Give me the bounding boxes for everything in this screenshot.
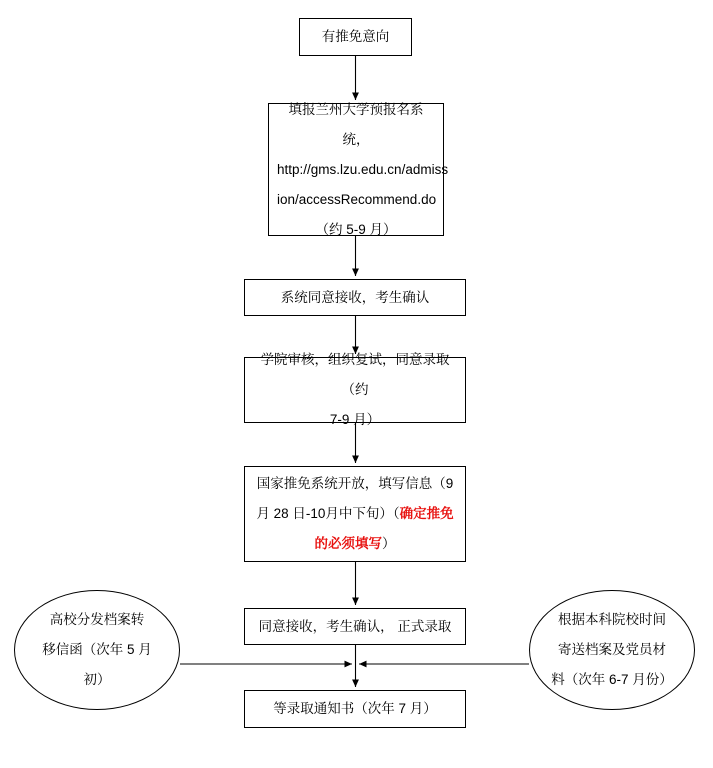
node-national-system-line-3-emphasis: 的必须填写 bbox=[314, 536, 382, 551]
node-apply-line-4: （约 5-9 月） bbox=[315, 221, 397, 237]
node-apply-line-3: ion/accessRecommend.do bbox=[277, 191, 437, 207]
node-college-review-line-1: 学院审核，组织复试，同意录取（约 bbox=[260, 352, 450, 397]
node-national-system-line-3-text: ） bbox=[382, 536, 396, 551]
node-send-archive-line-2: 寄送档案及党员材 bbox=[557, 642, 666, 657]
node-wait-notice-line-1: 等录取通知书（次年 7 月） bbox=[273, 701, 437, 716]
node-archive-transfer bbox=[14, 590, 180, 710]
node-national-system-line-3 bbox=[253, 529, 457, 559]
node-national-system bbox=[244, 466, 466, 562]
node-system-accept-line-1: 系统同意接收，考生确认 bbox=[280, 289, 430, 305]
node-send-archive-line-1: 根据本科院校时间 bbox=[557, 612, 666, 627]
node-send-archive bbox=[529, 590, 695, 710]
node-intent bbox=[299, 18, 412, 56]
node-wait-notice bbox=[244, 690, 466, 728]
node-national-system-line-2 bbox=[253, 499, 457, 529]
node-archive-transfer-line-2: 移信函（次年 5 月 bbox=[42, 642, 152, 657]
node-system-accept bbox=[244, 279, 466, 316]
node-apply-line-2: http://gms.lzu.edu.cn/admiss bbox=[277, 161, 449, 177]
node-formal-admit-line-1: 同意接收，考生确认， 正式录取 bbox=[258, 618, 452, 634]
node-intent-line-1: 有推免意向 bbox=[321, 29, 390, 44]
node-national-system-line-2-text: 月 28 日-10月中下旬）（ bbox=[256, 506, 400, 521]
node-national-system-line-1: 国家推免系统开放，填写信息（9 bbox=[256, 476, 454, 491]
node-send-archive-line-3: 料（次年 6-7 月份） bbox=[551, 672, 673, 687]
node-archive-transfer-line-1: 高校分发档案转 bbox=[49, 612, 145, 627]
node-apply bbox=[268, 101, 449, 237]
node-formal-admit bbox=[244, 608, 466, 645]
node-college-review-line-2: 7-9 月） bbox=[329, 412, 381, 427]
node-national-system-line-2-emphasis: 确定推免 bbox=[399, 506, 454, 521]
node-archive-transfer-line-3: 初） bbox=[83, 672, 111, 687]
node-apply-line-1: 填报兰州大学预报名系统， bbox=[288, 101, 424, 147]
node-college-review bbox=[244, 352, 466, 427]
